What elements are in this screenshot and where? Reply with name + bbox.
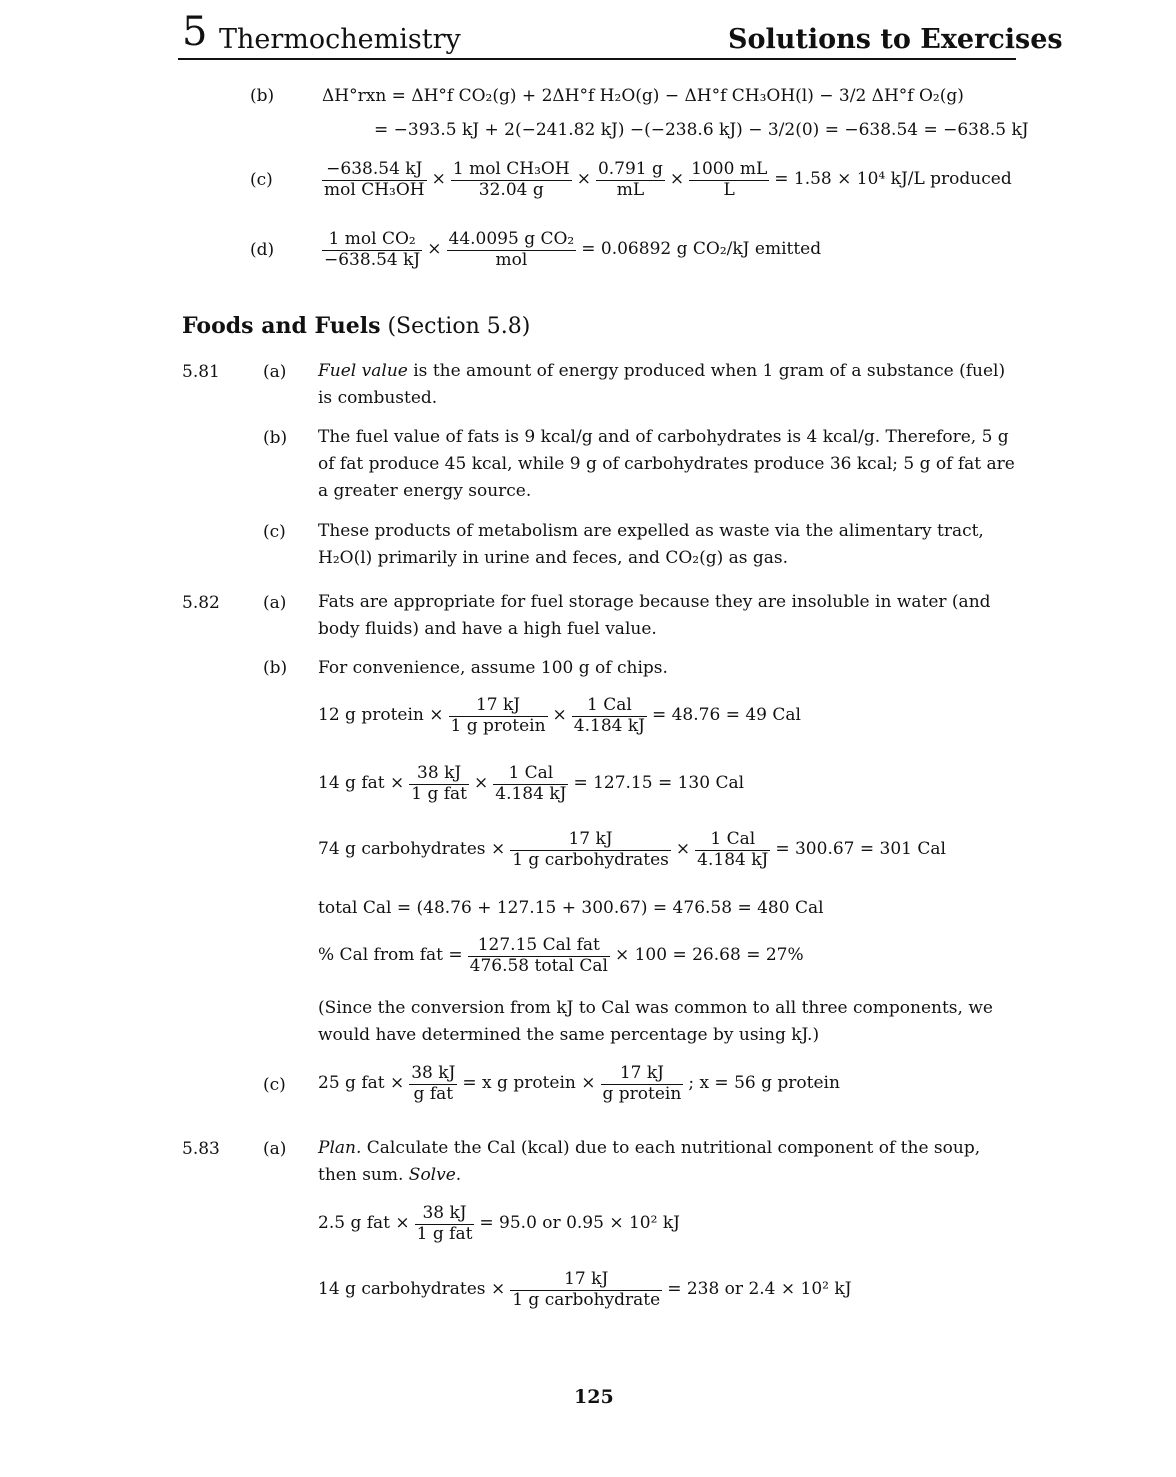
result: = 48.76 = 49 Cal (651, 705, 801, 726)
fat-equation (318, 756, 747, 812)
protein-equivalence-equation (318, 1056, 843, 1112)
numerator: 1 Cal (695, 830, 770, 851)
fraction (695, 830, 770, 870)
prev-c-label: (c) (250, 170, 273, 190)
fraction (468, 936, 610, 976)
problem-number: 5.82 (182, 593, 220, 613)
numerator: 17 kJ (601, 1064, 684, 1085)
result: = 95.0 or 0.95 × 10² kJ (479, 1213, 680, 1234)
lead: 14 g fat × (318, 773, 405, 794)
numerator: 38 kJ (409, 764, 469, 785)
part-label: (a) (263, 593, 287, 613)
fraction (572, 696, 647, 736)
denominator: 1 g fat (416, 1223, 473, 1244)
middle: = x g protein × (462, 1073, 596, 1094)
prev-b-line1: ΔH°rxn = ΔH°f CO₂(g) + 2ΔH°f H₂O(g) − ΔH°f CH₃OH(l) − 3/2 ΔH°f O₂(g) (322, 86, 964, 106)
result: = 127.15 = 130 Cal (573, 773, 745, 794)
result: = 300.67 = 301 Cal (775, 839, 946, 860)
denominator: g fat (413, 1083, 454, 1104)
lead: 12 g protein × (318, 705, 444, 726)
prev-b-line2: = −393.5 kJ + 2(−241.82 kJ) −(−238.6 kJ) − 3/2(0) = −638.54 = −638.5 kJ (374, 120, 1029, 140)
percent-fat-equation (318, 928, 807, 984)
chapter-number: 5 (182, 9, 208, 55)
answer-text: The fuel value of fats is 9 kcal/g and of carbohydrates is 4 kcal/g. Therefore, 5 g of fat produce 45 kcal, while 9 g of carbohydrates produce 36 kcal; 5 g of fat are a greater energy source. (318, 427, 1015, 501)
header-rule (178, 58, 1016, 60)
soup-fat-equation (318, 1196, 683, 1252)
plan-body: Calculate the Cal (kcal) due to each nutritional component of the soup, then sum. (318, 1138, 981, 1185)
times-sign: × (474, 773, 489, 794)
numerator: 17 kJ (449, 696, 548, 717)
numerator: 1000 mL (691, 158, 768, 179)
part-label: (b) (263, 428, 288, 448)
fraction (449, 696, 548, 736)
denominator: 4.184 kJ (495, 783, 567, 804)
denominator: 476.58 total Cal (469, 955, 608, 976)
protein-equation (318, 688, 804, 744)
fraction (409, 764, 469, 804)
section-title-bold: Foods and Fuels (182, 313, 381, 339)
numerator: 1 Cal (493, 764, 568, 785)
times-sign: × (669, 169, 685, 190)
denominator: 4.184 kJ (697, 849, 769, 870)
fraction (510, 830, 671, 870)
fraction (409, 1064, 457, 1104)
fraction (689, 160, 769, 200)
times-sign: × (427, 239, 442, 260)
plan-text (318, 1135, 1018, 1189)
denominator: L (723, 179, 735, 200)
answer-text: Fats are appropriate for fuel storage because they are insoluble in water (and body fluids) and have a high fuel value. (318, 592, 991, 639)
denominator: g protein (602, 1083, 682, 1104)
denominator: 4.184 kJ (573, 715, 645, 736)
fraction (322, 230, 422, 270)
fraction (447, 230, 577, 270)
times-sign: × (675, 839, 691, 860)
part-label: (b) (263, 658, 288, 678)
lead: 74 g carbohydrates × (318, 839, 506, 860)
denominator: 32.04 g (478, 179, 544, 200)
plan-label: Plan. (318, 1138, 362, 1158)
answer-text (318, 358, 1018, 412)
prev-d-label: (d) (250, 240, 275, 260)
denominator: 1 g protein (450, 715, 546, 736)
numerator: 1 mol CH₃OH (452, 158, 570, 179)
part-label: (c) (263, 522, 286, 542)
denominator: 1 g carbohydrate (512, 1289, 661, 1310)
section-title-rest: (Section 5.8) (380, 314, 531, 339)
result: = 1.58 × 10⁴ kJ/L produced (774, 169, 1012, 190)
prev-d-equation (320, 222, 824, 278)
term: Fuel value (318, 361, 408, 381)
answer-body: is the amount of energy produced when 1 gram of a substance (fuel) is combusted. (318, 361, 1006, 408)
denominator: mol (495, 249, 528, 270)
lead: 14 g carbohydrates × (318, 1279, 506, 1300)
result: = 238 or 2.4 × 10² kJ (667, 1279, 852, 1300)
result: = 0.06892 g CO₂/kJ emitted (581, 239, 822, 260)
denominator: 1 g carbohydrates (512, 849, 669, 870)
numerator: 17 kJ (510, 1270, 662, 1291)
answer-intro: For convenience, assume 100 g of chips. (318, 658, 668, 678)
problem-number: 5.83 (182, 1139, 220, 1159)
fraction (601, 1064, 684, 1104)
denominator: mL (616, 179, 645, 200)
numerator: 38 kJ (411, 1062, 456, 1083)
fraction (510, 1270, 662, 1310)
lead: % Cal from fat = (318, 945, 463, 966)
times-sign: × (431, 169, 446, 190)
denominator: mol CH₃OH (324, 179, 425, 200)
carbohydrate-equation (318, 822, 949, 878)
answer-text: These products of metabolism are expelled as waste via the alimentary tract, H₂O(l) primarily in urine and feces, and CO₂(g) as gas. (318, 521, 984, 568)
note-text: (Since the conversion from kJ to Cal was common to all three components, we would have determined the same percentage by using kJ.) (318, 998, 993, 1045)
section-heading (182, 310, 530, 343)
numerator: 1 Cal (572, 696, 647, 717)
numerator: 0.791 g (597, 158, 663, 179)
numerator: −638.54 kJ (322, 160, 427, 181)
result: ; x = 56 g protein (688, 1073, 840, 1094)
times-sign: × (576, 169, 591, 190)
running-header: Solutions to Exercises (728, 24, 1063, 55)
problem-number: 5.81 (182, 362, 220, 382)
numerator: 127.15 Cal fat (468, 936, 610, 957)
part-label: (a) (263, 1139, 287, 1159)
numerator: 1 mol CO₂ (322, 230, 422, 251)
result: × 100 = 26.68 = 27% (614, 945, 804, 966)
chapter-title: Thermochemistry (219, 24, 461, 55)
prev-c-equation (320, 152, 1015, 208)
numerator: 44.0095 g CO₂ (448, 228, 575, 249)
fraction (596, 160, 665, 200)
lead: 2.5 g fat × (318, 1213, 410, 1234)
numerator: 17 kJ (510, 830, 671, 851)
fraction (451, 160, 572, 200)
denominator: 1 g fat (411, 783, 467, 804)
total-cal-line: total Cal = (48.76 + 127.15 + 300.67) = 476.58 = 480 Cal (318, 898, 824, 918)
fraction (493, 764, 568, 804)
solve-label: Solve. (408, 1165, 462, 1185)
fraction (415, 1204, 475, 1244)
part-label: (a) (263, 362, 287, 382)
times-sign: × (552, 705, 567, 726)
lead: 25 g fat × (318, 1073, 405, 1094)
prev-b-label: (b) (250, 86, 275, 106)
part-label: (c) (263, 1075, 286, 1095)
numerator: 38 kJ (415, 1204, 475, 1225)
soup-carbohydrate-equation (318, 1262, 855, 1318)
page-number: 125 (574, 1386, 614, 1408)
denominator: −638.54 kJ (324, 249, 421, 270)
fraction (322, 160, 427, 200)
